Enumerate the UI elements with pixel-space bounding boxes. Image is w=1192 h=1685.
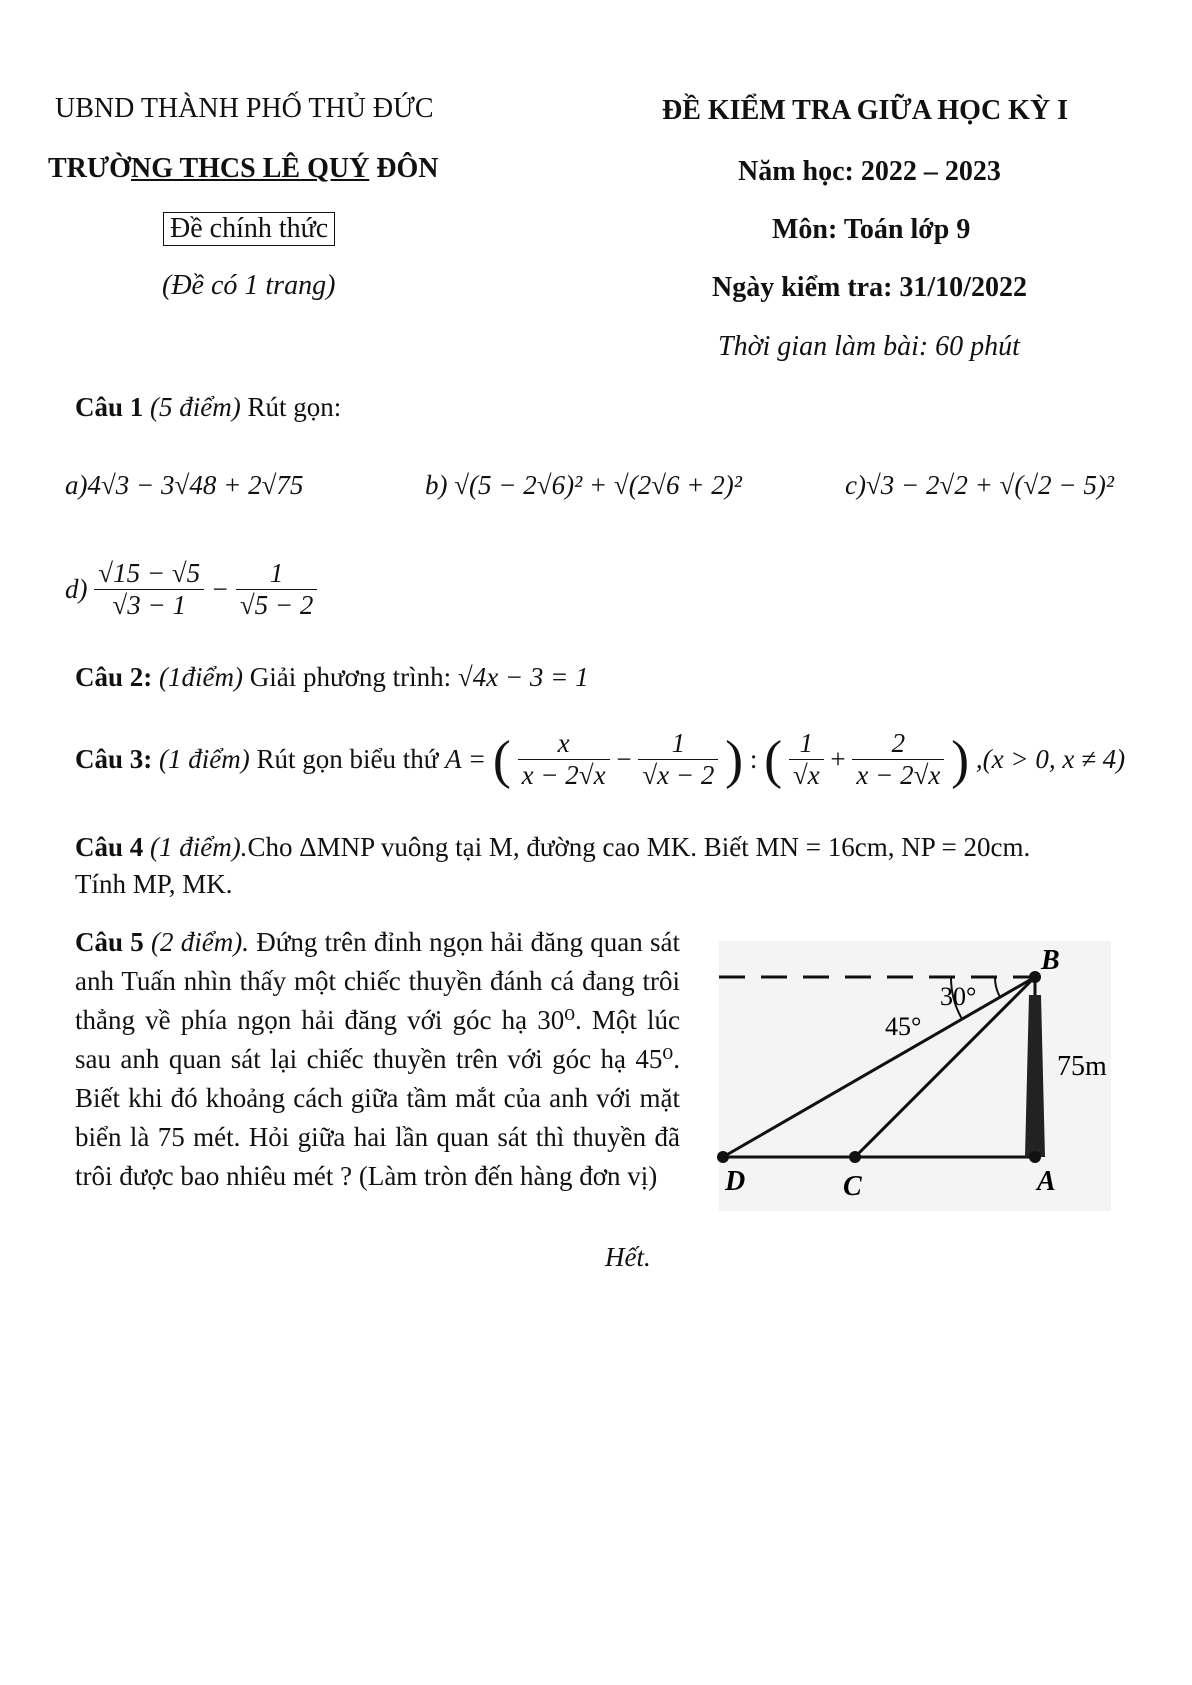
question-1-points: (5 điểm) [150, 392, 241, 422]
question-1d-minus: − [210, 574, 230, 604]
authority-name: UBND THÀNH PHỐ THỦ ĐỨC [55, 93, 434, 124]
school-name [48, 153, 439, 185]
school-name-part3: ĐÔN [369, 153, 439, 184]
question-1d-denominator-1: √3 − 1 [112, 590, 186, 620]
school-name-part1: TRƯỜ [48, 153, 131, 184]
question-3-fraction-3 [789, 728, 824, 791]
exam-duration: Thời gian làm bài: 60 phút [718, 331, 1020, 362]
question-1d-label: d) [65, 574, 88, 604]
question-3-denominator-2: √x − 2 [642, 760, 715, 790]
question-3-denominator-3: √x [792, 760, 820, 790]
school-name-part2: NG THCS LÊ QUÝ [130, 153, 370, 184]
label-C: C [843, 1171, 862, 1202]
school-year: Năm học: 2022 – 2023 [738, 156, 1001, 187]
question-3-text: Rút gọn biểu thứ [256, 744, 439, 774]
question-3-numerator-4: 2 [852, 728, 944, 760]
question-1d-fraction-2 [236, 558, 318, 621]
question-3-variable: A = [445, 744, 487, 774]
question-1d [65, 558, 317, 621]
point-B [1029, 971, 1041, 983]
question-3-fraction-2 [638, 728, 718, 791]
question-3-colon: : [749, 744, 758, 774]
question-1d-fraction-1 [94, 558, 204, 621]
question-5-text: Đứng trên đỉnh ngọn hải đăng quan sát anh Tuấn nhìn thấy một chiếc thuyền đánh cá đang trôi thẳng về phía ngọn hải đăng với góc hạ 30⁰. Một lúc sau anh quan sát lại chiếc thuyền trên với góc hạ 45⁰. Biết khi đó khoảng cách giữa tầm mắt của anh với mặt biển là 75 mét. Hỏi giữa hai lần quan sát thì thuyền đã trôi được bao nhiêu mét ? (Làm tròn đến hàng đơn vị) [75, 927, 681, 1191]
question-3-minus: − [616, 744, 632, 774]
question-3-close-paren-1: ) [725, 729, 744, 790]
question-1d-numerator-1: √15 − √5 [94, 558, 204, 590]
point-D [717, 1151, 729, 1163]
question-1c: c)√3 − 2√2 + √(√2 − 5)² [845, 470, 1114, 500]
question-1a: a)4√3 − 3√48 + 2√75 [65, 470, 304, 500]
question-3-numerator-3: 1 [789, 728, 824, 760]
point-A [1029, 1151, 1041, 1163]
question-2-equation: √4x − 3 = 1 [457, 662, 589, 692]
question-3-fraction-4 [852, 728, 944, 791]
question-5-label: Câu 5 [75, 927, 144, 957]
question-4-points: (1 điểm). [150, 832, 248, 862]
height-label: 75m [1057, 1051, 1107, 1082]
question-2-label: Câu 2: [75, 662, 153, 692]
end-mark: Hết. [605, 1242, 651, 1272]
label-B: B [1041, 945, 1060, 976]
page-count-note: (Đề có 1 trang) [162, 270, 336, 301]
question-3-plus: + [830, 744, 846, 774]
label-D: D [725, 1166, 746, 1197]
question-4-text: Cho ΔMNP vuông tại M, đường cao MK. Biết MN = 16cm, NP = 20cm. [247, 832, 1031, 862]
question-4-line-1 [75, 832, 1030, 863]
angle-label-30: 30° [940, 982, 977, 1011]
question-3-open-paren-2: ( [764, 729, 783, 790]
subject: Môn: Toán lớp 9 [772, 214, 971, 245]
angle-label-45: 45° [885, 1012, 922, 1041]
question-2 [75, 662, 589, 693]
official-badge: Đề chính thức [163, 212, 335, 246]
question-3-denominator-4: x − 2√x [856, 760, 941, 790]
question-1-heading [75, 392, 341, 423]
exam-title: ĐỀ KIỂM TRA GIỮA HỌC KỲ I [662, 95, 1069, 126]
question-1b: b) √(5 − 2√6)² + √(2√6 + 2)² [425, 470, 742, 500]
question-3-label: Câu 3: [75, 744, 153, 774]
question-1d-denominator-2: √5 − 2 [239, 590, 314, 620]
question-1-label: Câu 1 [75, 392, 144, 422]
question-1d-numerator-2: 1 [236, 558, 318, 590]
question-3-open-paren-1: ( [492, 729, 511, 790]
question-3-condition: ,(x > 0, x ≠ 4) [975, 744, 1126, 774]
question-2-text: Giải phương trình: [249, 662, 452, 692]
label-A: A [1037, 1166, 1056, 1197]
question-5-points: (2 điểm). [151, 927, 249, 957]
question-4-line-2: Tính MP, MK. [75, 869, 233, 899]
lighthouse-figure [715, 935, 1115, 1215]
question-4-label: Câu 4 [75, 832, 144, 862]
exam-date: Ngày kiểm tra: 31/10/2022 [712, 272, 1027, 303]
question-3-denominator-1: x − 2√x [521, 760, 606, 790]
question-1-text: Rút gọn: [247, 392, 342, 422]
question-3-numerator-2: 1 [638, 728, 718, 760]
question-3 [75, 728, 1125, 791]
question-3-points: (1 điểm) [159, 744, 250, 774]
question-3-numerator-1: x [518, 728, 610, 760]
point-C [849, 1151, 861, 1163]
question-2-points: (1điểm) [159, 662, 243, 692]
question-3-fraction-1 [518, 728, 610, 791]
question-3-close-paren-2: ) [951, 729, 970, 790]
question-5 [75, 923, 680, 1196]
